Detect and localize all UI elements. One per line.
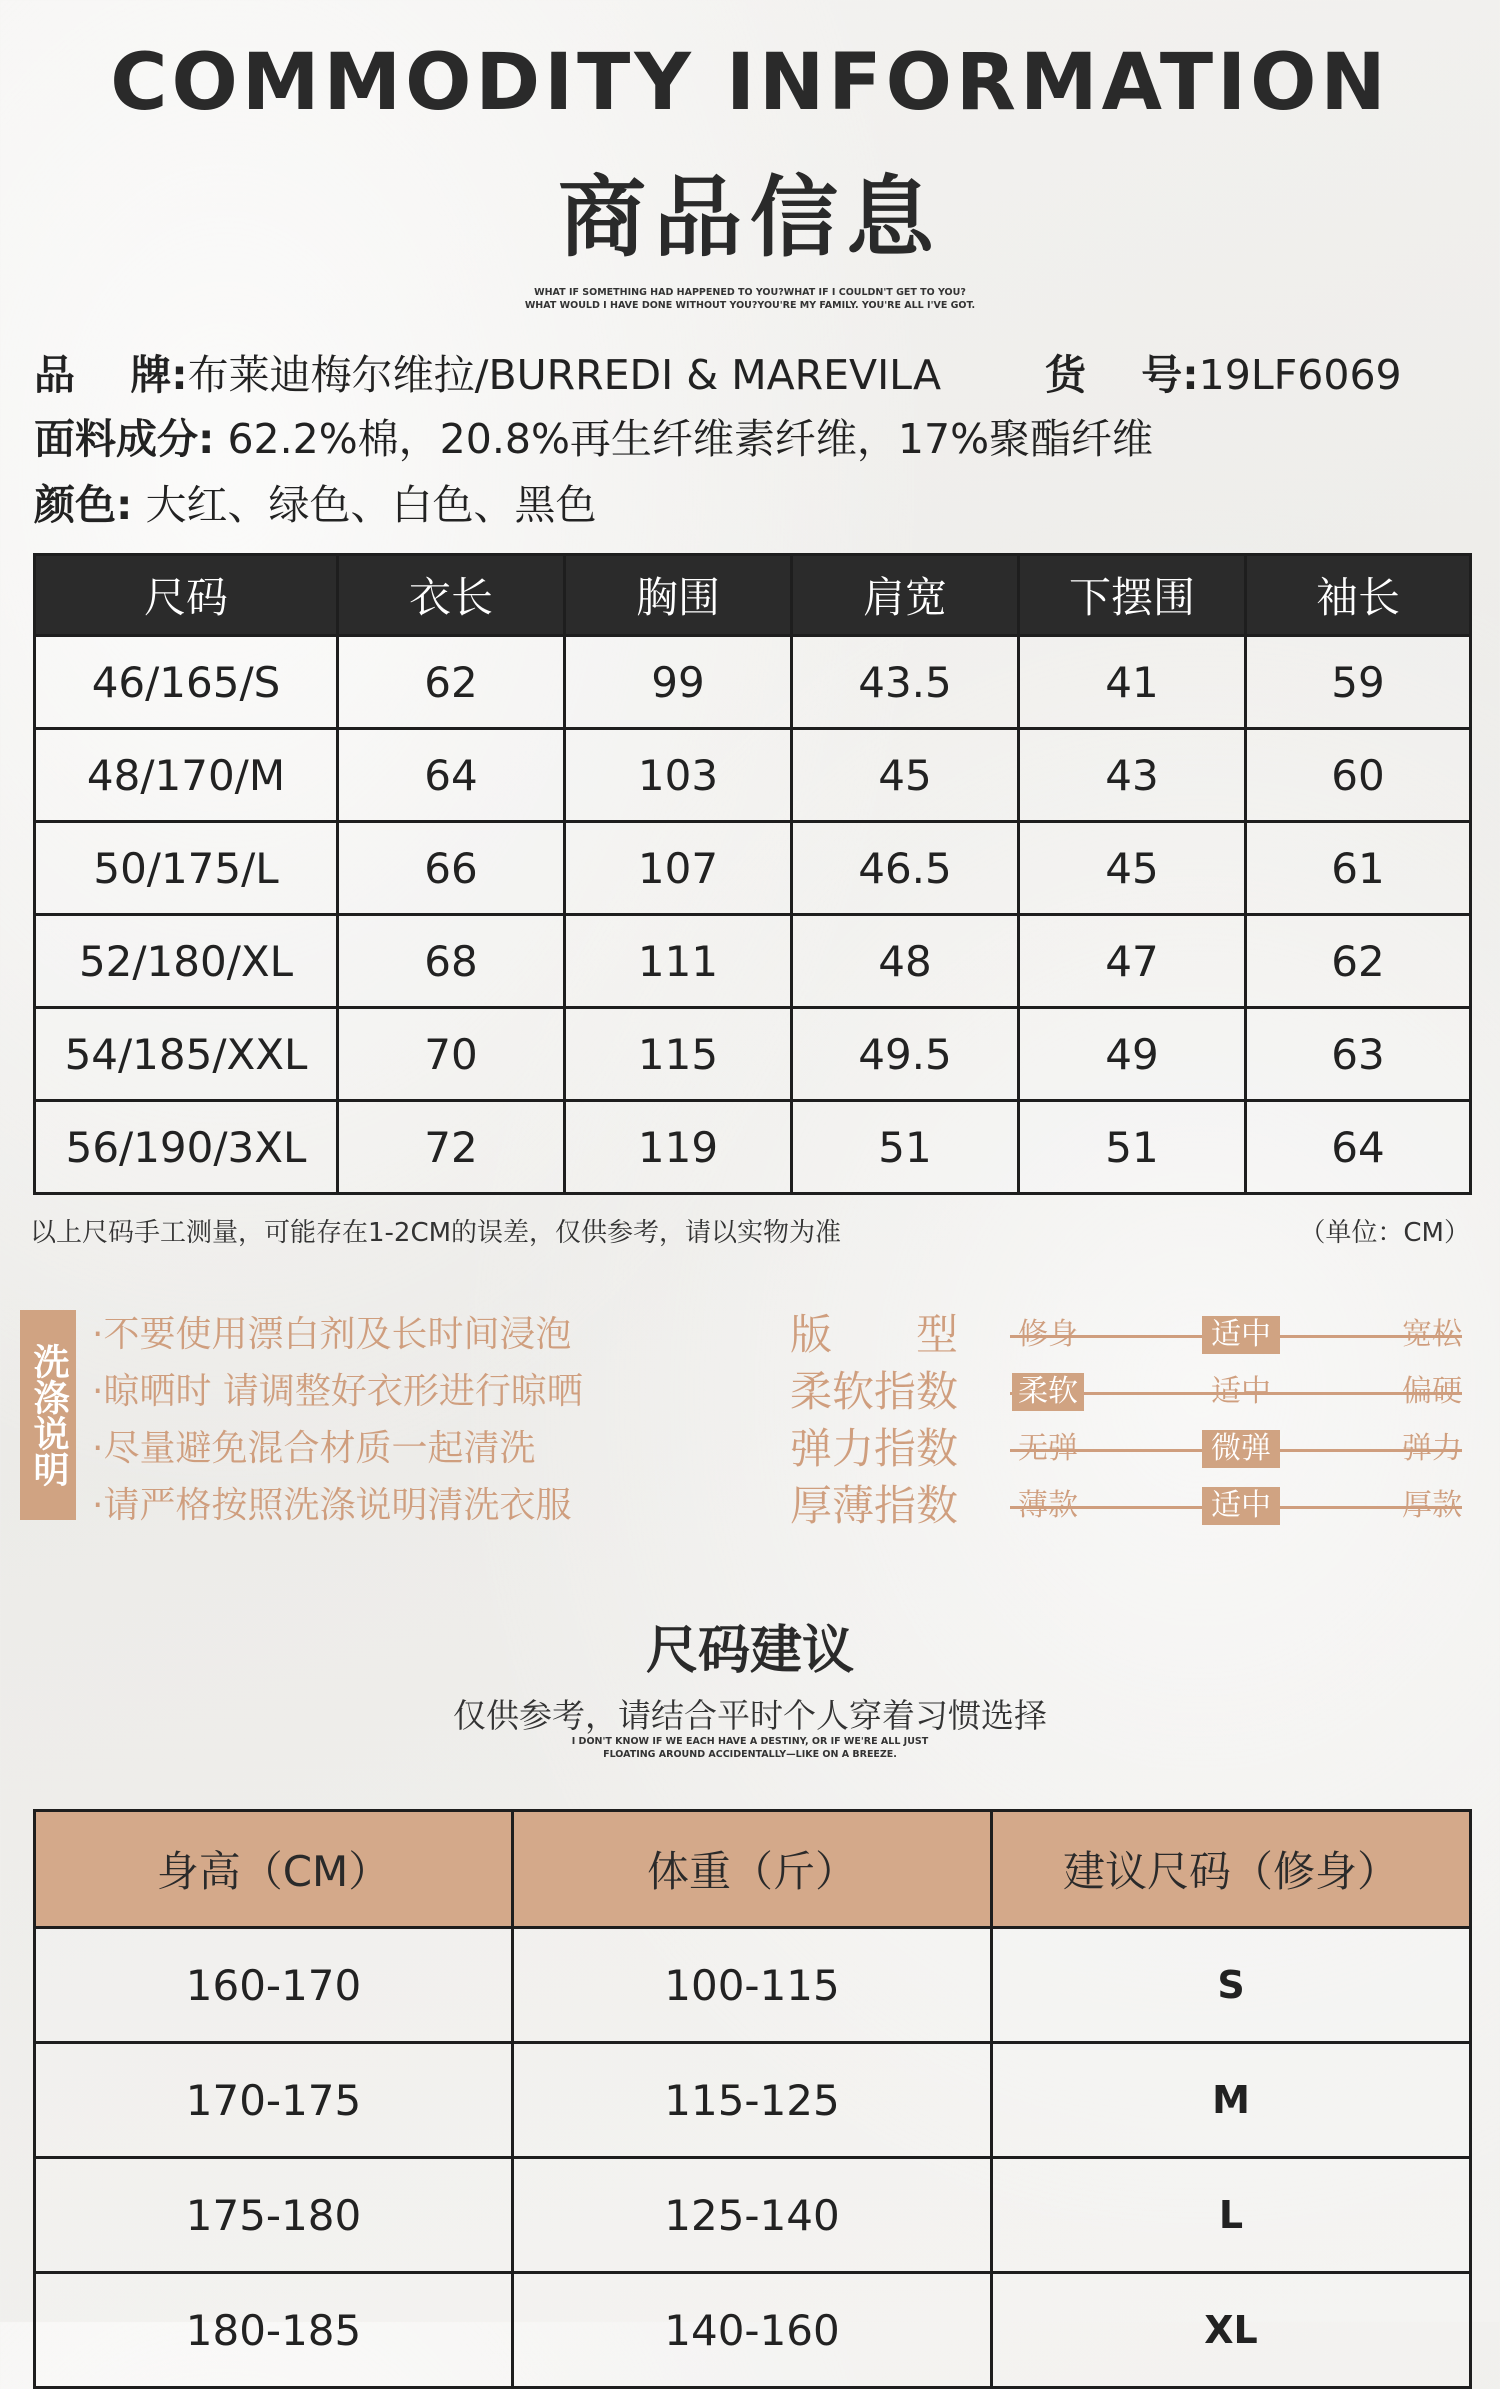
fabric-label: 面料成分: xyxy=(34,415,215,463)
brand-row xyxy=(34,342,941,401)
table-cell: 43.5 xyxy=(792,636,1019,729)
brand-label: 品 牌: xyxy=(34,351,188,399)
wash-instructions-list xyxy=(92,1306,583,1534)
table-cell: 62 xyxy=(338,636,565,729)
wash-item: ·请严格按照洗涤说明清洗衣服 xyxy=(92,1485,572,1526)
wash-item: ·晾晒时 请调整好衣形进行晾晒 xyxy=(92,1371,583,1412)
table-cell: 115 xyxy=(565,1008,792,1101)
item-number-label: 货 号: xyxy=(1045,351,1199,399)
table-cell: 45 xyxy=(1019,822,1246,915)
table-cell: 160-170 xyxy=(35,1928,513,2043)
column-header: 袖长 xyxy=(1246,555,1471,636)
table-cell: 49 xyxy=(1019,1008,1246,1101)
indicator-label: 版 型 xyxy=(790,1310,959,1359)
table-row xyxy=(35,2158,1471,2273)
motto-line: WHAT WOULD I HAVE DONE WITHOUT YOU?YOU'RE MY FAMILY. YOU'RE ALL I'VE GOT. xyxy=(524,300,976,311)
unit-note: （单位：CM） xyxy=(1299,1218,1470,1248)
table-cell: 59 xyxy=(1246,636,1471,729)
header-motto xyxy=(0,286,1500,312)
table-cell: 41 xyxy=(1019,636,1246,729)
table-cell: 111 xyxy=(565,915,792,1008)
table-cell: 180-185 xyxy=(35,2273,513,2388)
table-cell: 62 xyxy=(1246,915,1471,1008)
table-cell: 99 xyxy=(565,636,792,729)
table-row xyxy=(35,729,1471,822)
color-value: 大红、绿色、白色、黑色 xyxy=(132,481,597,529)
table-cell: 50/175/L xyxy=(35,822,338,915)
table-cell: 54/185/XXL xyxy=(35,1008,338,1101)
column-header: 胸围 xyxy=(565,555,792,636)
size-suggestion-title: 尺码建议 xyxy=(645,1621,854,1681)
table-row xyxy=(35,2273,1471,2388)
indicator-option: 适中 xyxy=(1211,1374,1271,1409)
indicator-elasticity xyxy=(790,1420,1470,1477)
table-cell: L xyxy=(992,2158,1471,2273)
indicator-option: 宽松 xyxy=(1402,1317,1462,1352)
table-cell: 175-180 xyxy=(35,2158,513,2273)
indicator-option: 微弹 xyxy=(1202,1430,1280,1468)
table-cell: 64 xyxy=(1246,1101,1471,1194)
table-cell: 45 xyxy=(792,729,1019,822)
page-title-en: COMMODITY INFORMATION xyxy=(110,38,1390,128)
column-header: 尺码 xyxy=(35,555,338,636)
table-cell: 66 xyxy=(338,822,565,915)
table-row xyxy=(35,1008,1471,1101)
table-cell: 100-115 xyxy=(513,1928,992,2043)
suggestion-motto xyxy=(0,1735,1500,1761)
table-cell: 61 xyxy=(1246,822,1471,915)
column-header: 肩宽 xyxy=(792,555,1019,636)
table-row xyxy=(35,915,1471,1008)
fabric-row xyxy=(34,406,1153,465)
table-row xyxy=(35,822,1471,915)
table-cell: 103 xyxy=(565,729,792,822)
size-suggestion-table xyxy=(33,1809,1472,2389)
indicator-fit xyxy=(790,1306,1470,1363)
wash-instructions-label xyxy=(20,1310,76,1520)
table-header-row xyxy=(35,1811,1471,1928)
table-cell: 63 xyxy=(1246,1008,1471,1101)
table-row xyxy=(35,636,1471,729)
fabric-value: 62.2%棉，20.8%再生纤维素纤维，17%聚酯纤维 xyxy=(214,415,1154,463)
table-cell: 46/165/S xyxy=(35,636,338,729)
table-cell: 72 xyxy=(338,1101,565,1194)
indicator-option: 厚款 xyxy=(1402,1488,1462,1523)
measurement-note: 以上尺码手工测量，可能存在1-2CM的误差，仅供参考，请以实物为准 xyxy=(30,1218,842,1248)
motto-line: FLOATING AROUND ACCIDENTALLY—LIKE ON A BREEZE. xyxy=(603,1749,897,1760)
table-row xyxy=(35,2043,1471,2158)
table-cell: 51 xyxy=(1019,1101,1246,1194)
wash-label-text: 洗涤说明 xyxy=(28,1343,69,1487)
table-header-row xyxy=(35,555,1471,636)
table-cell: 119 xyxy=(565,1101,792,1194)
table-cell: 49.5 xyxy=(792,1008,1019,1101)
column-header: 体重（斤） xyxy=(513,1811,992,1928)
size-chart-table xyxy=(33,553,1472,1195)
color-label: 颜色: xyxy=(34,481,133,529)
table-cell: 46.5 xyxy=(792,822,1019,915)
motto-line: WHAT IF SOMETHING HAD HAPPENED TO YOU?WHAT IF I COULDN'T GET TO YOU? xyxy=(534,287,966,298)
brand-value: 布莱迪梅尔维拉/BURREDI & MAREVILA xyxy=(187,351,941,399)
wash-item: ·不要使用漂白剂及长时间浸泡 xyxy=(92,1314,572,1355)
table-cell: XL xyxy=(992,2273,1471,2388)
fabric-indicators xyxy=(790,1306,1470,1534)
indicator-thickness xyxy=(790,1477,1470,1534)
table-cell: 48 xyxy=(792,915,1019,1008)
column-header: 身高（CM） xyxy=(35,1811,513,1928)
table-cell: 107 xyxy=(565,822,792,915)
table-cell: 115-125 xyxy=(513,2043,992,2158)
table-cell: 51 xyxy=(792,1101,1019,1194)
indicator-option: 无弹 xyxy=(1018,1431,1078,1466)
table-cell: M xyxy=(992,2043,1471,2158)
table-cell: 56/190/3XL xyxy=(35,1101,338,1194)
motto-line: I DON'T KNOW IF WE EACH HAVE A DESTINY, OR IF WE'RE ALL JUST xyxy=(571,1736,929,1747)
table-cell: 60 xyxy=(1246,729,1471,822)
indicator-label: 厚薄指数 xyxy=(790,1481,959,1530)
table-cell: 125-140 xyxy=(513,2158,992,2273)
column-header: 衣长 xyxy=(338,555,565,636)
table-cell: 70 xyxy=(338,1008,565,1101)
indicator-option: 柔软 xyxy=(1012,1373,1084,1411)
indicator-option: 适中 xyxy=(1202,1316,1280,1354)
table-cell: S xyxy=(992,1928,1471,2043)
column-header: 建议尺码（修身） xyxy=(992,1811,1471,1928)
indicator-option: 偏硬 xyxy=(1402,1374,1462,1409)
table-cell: 47 xyxy=(1019,915,1246,1008)
table-row xyxy=(35,1101,1471,1194)
indicator-label: 柔软指数 xyxy=(790,1367,959,1416)
indicator-option: 薄款 xyxy=(1018,1488,1078,1523)
page-title-cn: 商品信息 xyxy=(557,166,942,269)
indicator-softness xyxy=(790,1363,1470,1420)
item-number-value: 19LF6069 xyxy=(1198,351,1402,399)
color-row xyxy=(34,472,596,531)
table-cell: 43 xyxy=(1019,729,1246,822)
indicator-option: 适中 xyxy=(1202,1487,1280,1525)
table-cell: 170-175 xyxy=(35,2043,513,2158)
table-cell: 52/180/XL xyxy=(35,915,338,1008)
indicator-option: 弹力 xyxy=(1402,1431,1462,1466)
indicator-label: 弹力指数 xyxy=(790,1424,959,1473)
size-suggestion-subtitle: 仅供参考，请结合平时个人穿着习惯选择 xyxy=(453,1696,1047,1735)
table-cell: 64 xyxy=(338,729,565,822)
table-row xyxy=(35,1928,1471,2043)
table-cell: 48/170/M xyxy=(35,729,338,822)
wash-item: ·尽量避免混合材质一起清洗 xyxy=(92,1428,536,1469)
indicator-option: 修身 xyxy=(1018,1317,1078,1352)
item-number-row xyxy=(1045,342,1402,401)
column-header: 下摆围 xyxy=(1019,555,1246,636)
table-cell: 68 xyxy=(338,915,565,1008)
table-cell: 140-160 xyxy=(513,2273,992,2388)
